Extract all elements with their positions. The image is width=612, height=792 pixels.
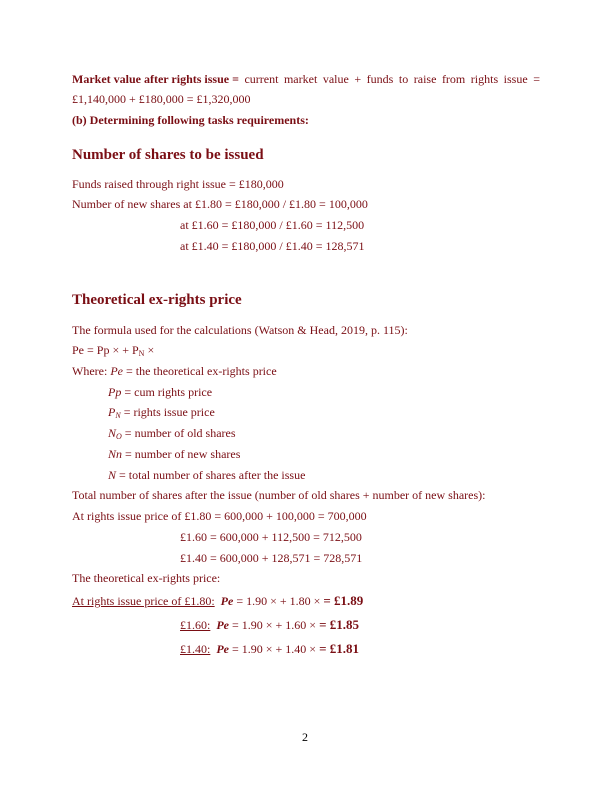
terp-calc: = 1.90 × + 1.80 × [233, 594, 324, 608]
definition-sub: O [116, 432, 122, 441]
word: market [283, 72, 318, 86]
market-value-calc: £1,140,000 + £180,000 = £1,320,000 [72, 92, 251, 106]
where-prefix: Where: [72, 364, 111, 378]
part-b-heading: (b) Determining following tasks requirements: [72, 113, 309, 127]
word: + [354, 72, 362, 86]
formula-intro: The formula used for the calculations (Watson & Head, 2019, p. 115): [72, 323, 408, 337]
word: to [398, 72, 409, 86]
terp-intro: The theoretical ex-rights price: [72, 571, 221, 585]
word: = [533, 72, 540, 86]
word: issue [503, 72, 528, 86]
definition-desc: = total number of shares after the issue [116, 468, 306, 482]
terp-calc: = 1.90 × + 1.40 × [229, 642, 320, 656]
terp-label: £1.60: [180, 618, 211, 632]
word: from [441, 72, 466, 86]
definition-no [108, 425, 236, 441]
word: funds [366, 72, 394, 86]
terp-pe: Pe [216, 618, 229, 632]
definition-symbol: P [108, 405, 116, 419]
total-shares-intro: Total number of shares after the issue (number of old shares + number of new shares): [72, 488, 486, 502]
total-shares-160: £1.60 = 600,000 + 112,500 = 712,500 [180, 530, 362, 544]
terp-pe: Pe [220, 594, 234, 608]
terp-row-180 [72, 593, 363, 609]
market-value-label: Market value after rights issue = [72, 72, 239, 86]
word: raise [413, 72, 437, 86]
definition-symbol: N [108, 426, 117, 440]
page-number: 2 [302, 730, 308, 744]
market-value-row [72, 71, 540, 87]
terp-result: = £1.89 [323, 593, 364, 608]
section-heading-shares: Number of shares to be issued [72, 147, 264, 163]
terp-result: = £1.81 [319, 641, 359, 656]
definition-pn [108, 404, 215, 420]
funds-raised-line: Funds raised through right issue = £180,000 [72, 177, 284, 191]
terp-result: = £1.85 [319, 617, 359, 632]
definition-desc: = number of new shares [122, 447, 241, 461]
formula-sub: N [138, 349, 145, 358]
terp-calc: = 1.90 × + 1.60 × [229, 618, 320, 632]
definition-pe [72, 363, 277, 379]
terp-label: £1.40: [180, 642, 211, 656]
terp-pe: Pe [216, 642, 229, 656]
definition-desc: = rights issue price [120, 405, 215, 419]
total-shares-180: At rights issue price of £1.80 = 600,000 + 100,000 = 700,000 [72, 509, 367, 523]
definition-symbol: Pp [108, 385, 122, 399]
definition-desc: = number of old shares [121, 426, 236, 440]
definition-sub: N [115, 411, 121, 420]
definition-desc: = cum rights price [121, 385, 213, 399]
definition-nn [108, 446, 240, 462]
word: value [322, 72, 349, 86]
terp-row-140 [180, 641, 359, 657]
formula-part1: Pe = Pp × + P [72, 343, 139, 357]
word: rights [470, 72, 499, 86]
definition-pp [108, 384, 212, 400]
definition-symbol: Nn [108, 447, 123, 461]
word: current [244, 72, 279, 86]
definition-symbol: N [108, 468, 117, 482]
new-shares-160: at £1.60 = £180,000 / £1.60 = 112,500 [180, 218, 365, 232]
definition-n [108, 467, 305, 483]
definition-desc: = the theoretical ex-rights price [122, 364, 277, 378]
section-heading-terp: Theoretical ex-rights price [72, 292, 242, 308]
terp-label: At rights issue price of £1.80: [72, 594, 215, 608]
formula-part2: × [144, 343, 155, 357]
total-shares-140: £1.40 = 600,000 + 128,571 = 728,571 [180, 551, 363, 565]
terp-row-160 [180, 617, 359, 633]
formula-line [72, 342, 154, 358]
definition-symbol: Pe [110, 364, 123, 378]
new-shares-140: at £1.40 = £180,000 / £1.40 = 128,571 [180, 239, 365, 253]
new-shares-180: Number of new shares at £1.80 = £180,000 / £1.80 = 100,000 [72, 197, 368, 211]
